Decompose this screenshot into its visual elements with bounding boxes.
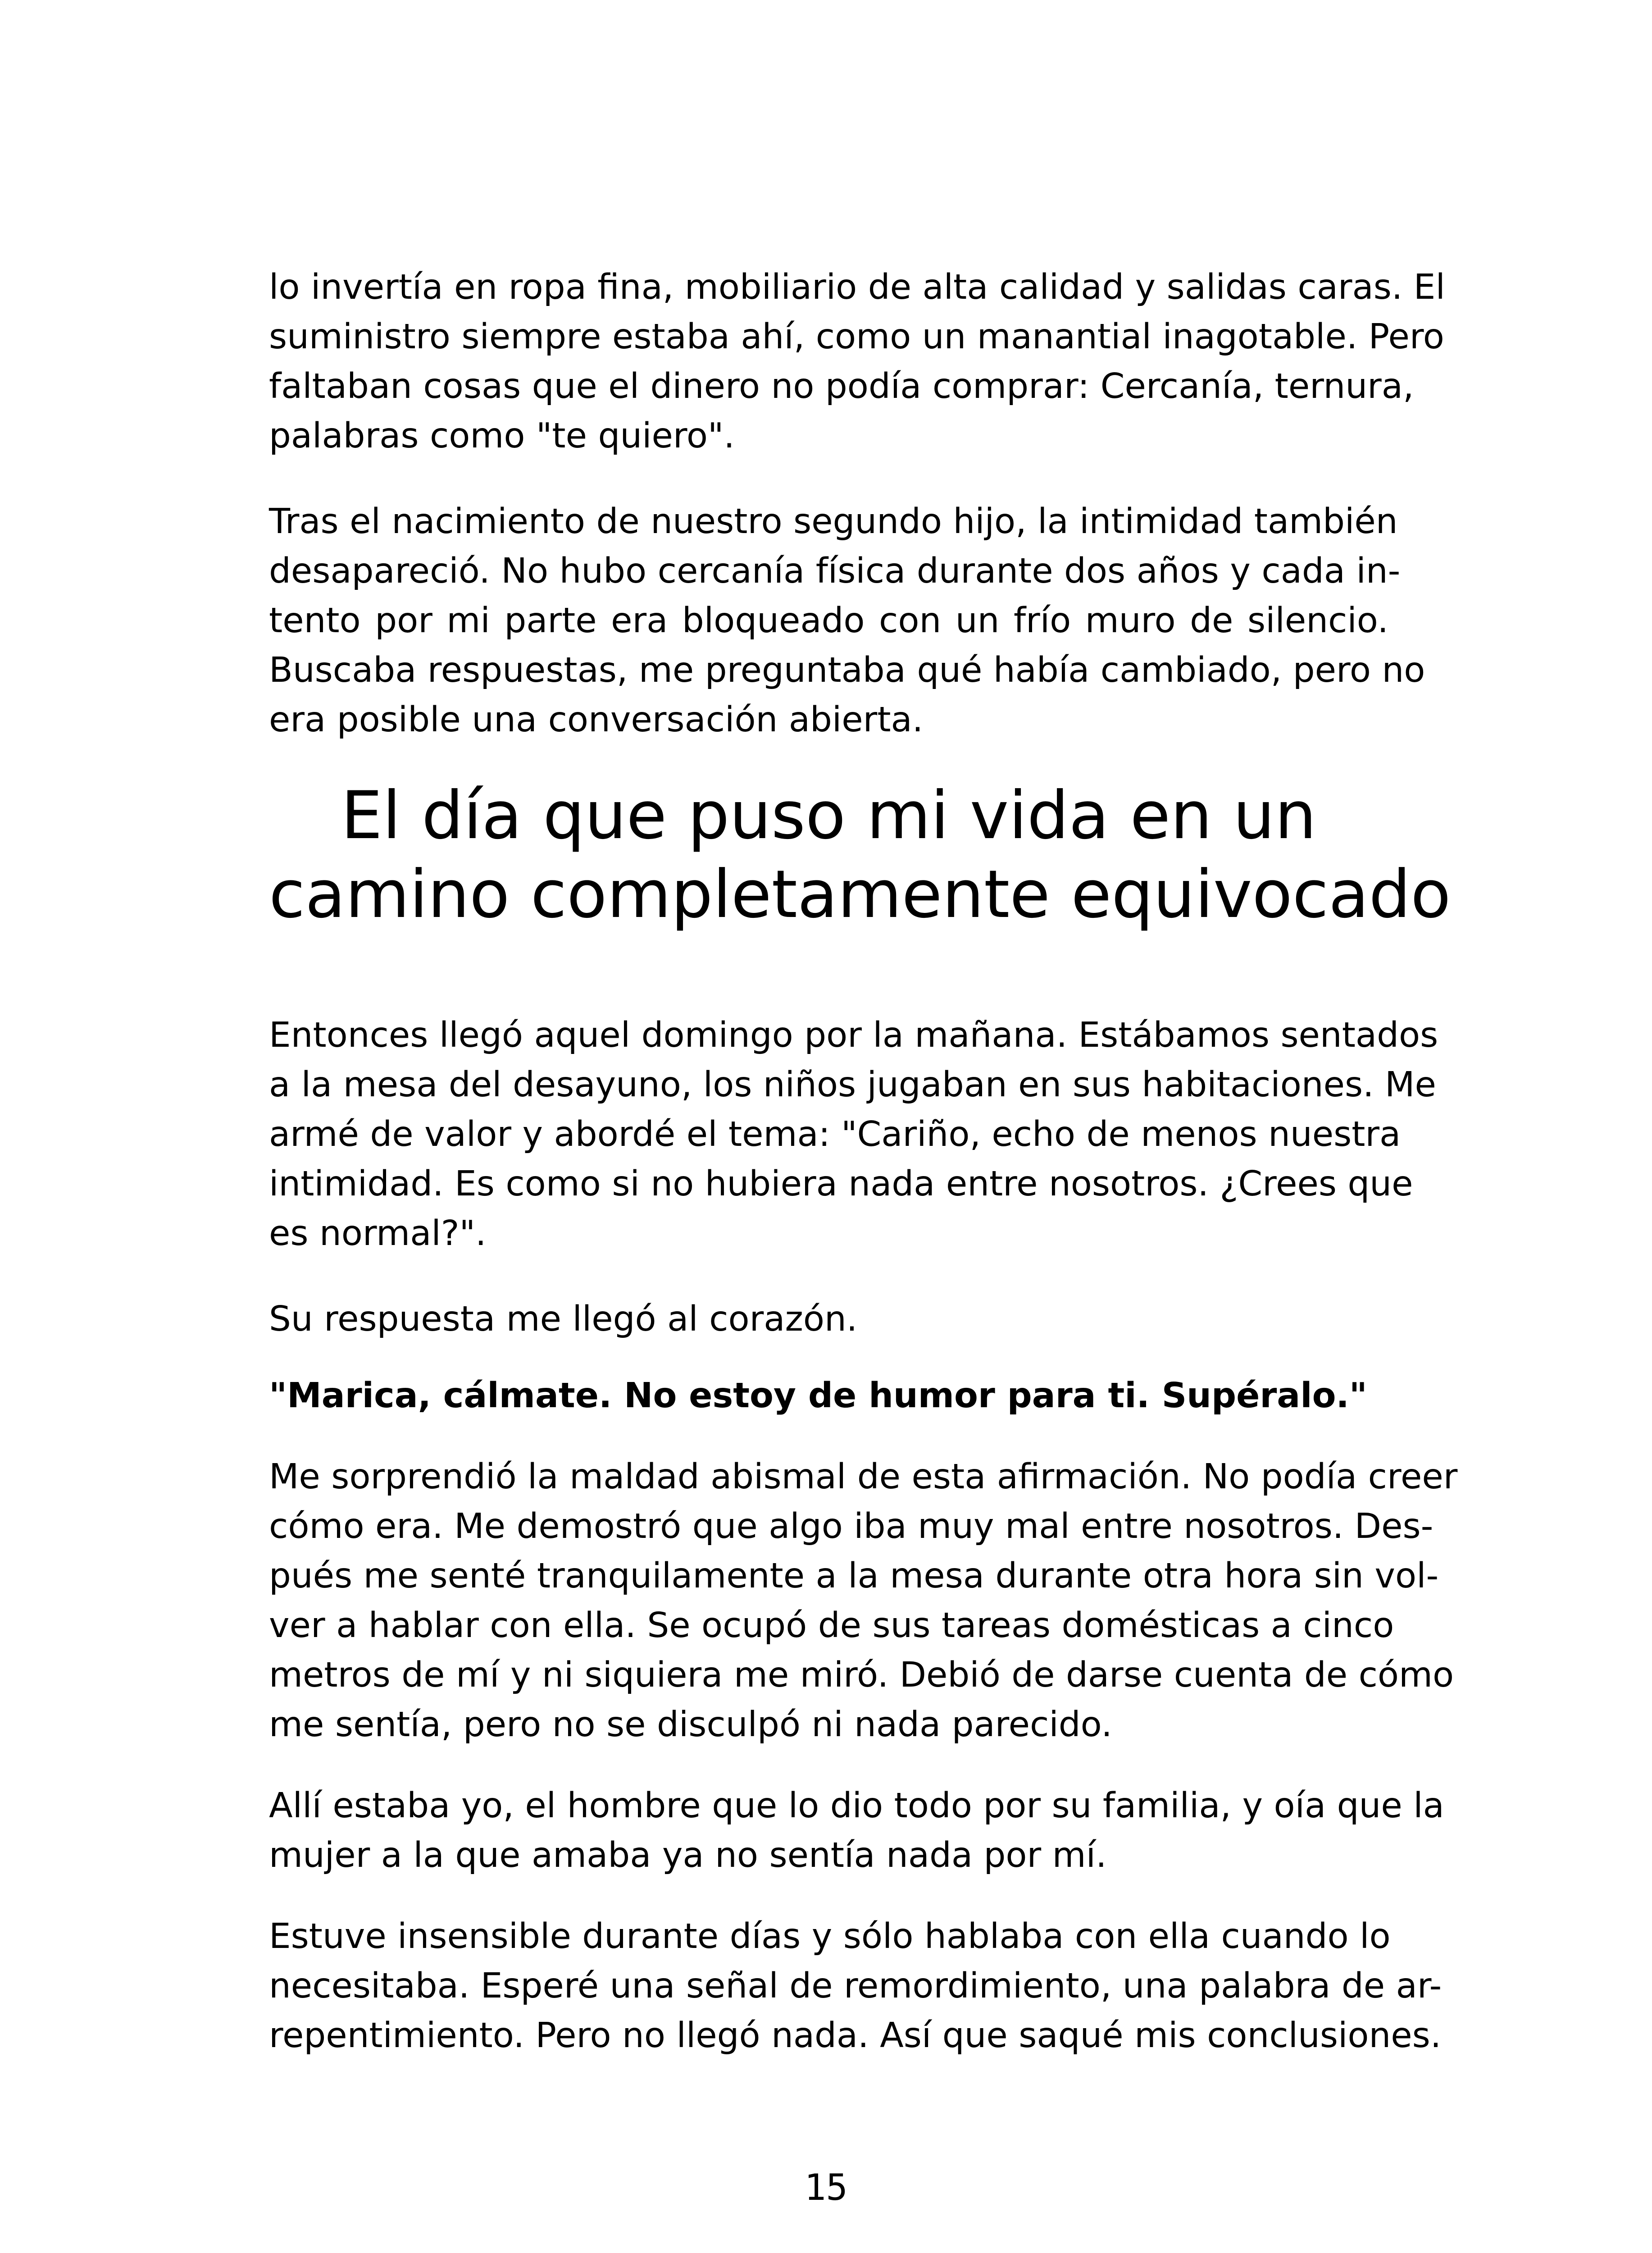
paragraph-line: es normal?". <box>269 1213 487 1254</box>
quote-paragraph <box>269 1371 1388 1421</box>
heading-line: camino completamente equivocado <box>269 856 1451 933</box>
quote-line: "Marica, cálmate. No estoy de humor para ti. Supéralo." <box>269 1376 1367 1416</box>
paragraph-line: palabras como "te quiero". <box>269 416 735 456</box>
paragraph-7 <box>269 1912 1442 2061</box>
paragraph-1 <box>269 263 1445 461</box>
paragraph-line: lo invertía en ropa fina, mobiliario de alta calidad y salidas caras. El <box>269 267 1445 307</box>
paragraph-line: Me sorprendió la maldad abismal de esta afirmación. No podía creer <box>269 1457 1458 1497</box>
page-number: 15 <box>804 2166 848 2208</box>
section-heading <box>269 776 1451 934</box>
paragraph-3 <box>269 1011 1438 1259</box>
paragraph-line: desapareció. No hubo cercanía física durante dos años y cada in- <box>269 551 1401 591</box>
paragraph-4 <box>269 1295 1388 1344</box>
paragraph-line: armé de valor y abordé el tema: "Cariño, echo de menos nuestra <box>269 1114 1401 1154</box>
paragraph-line: repentimiento. Pero no llegó nada. Así que saqué mis conclusiones. <box>269 2016 1442 2056</box>
paragraph-line: mujer a la que amaba ya no sentía nada por mí. <box>269 1835 1107 1875</box>
paragraph-2 <box>269 497 1425 745</box>
paragraph-line: tento por mi parte era bloqueado con un frío muro de silencio. <box>269 601 1388 641</box>
paragraph-line: Allí estaba yo, el hombre que lo dio todo por su familia, y oía que la <box>269 1786 1444 1826</box>
paragraph-line: pués me senté tranquilamente a la mesa durante otra hora sin vol- <box>269 1556 1439 1596</box>
paragraph-line: ver a hablar con ella. Se ocupó de sus tareas domésticas a cinco <box>269 1605 1394 1646</box>
paragraph-line: metros de mí y ni siquiera me miró. Debió de darse cuenta de cómo <box>269 1655 1454 1695</box>
paragraph-line: me sentía, pero no se disculpó ni nada parecido. <box>269 1705 1112 1745</box>
paragraph-6 <box>269 1781 1444 1880</box>
heading-line: El día que puso mi vida en un <box>341 777 1317 854</box>
paragraph-line: Entonces llegó aquel domingo por la mañana. Estábamos sentados <box>269 1015 1438 1055</box>
paragraph-line: a la mesa del desayuno, los niños jugaban en sus habitaciones. Me <box>269 1065 1436 1105</box>
paragraph-line: intimidad. Es como si no hubiera nada entre nosotros. ¿Crees que <box>269 1164 1413 1204</box>
paragraph-line: era posible una conversación abierta. <box>269 700 924 740</box>
paragraph-line: necesitaba. Esperé una señal de remordimiento, una palabra de ar- <box>269 1966 1442 2006</box>
paragraph-5 <box>269 1452 1458 1750</box>
paragraph-line: cómo era. Me demostró que algo iba muy mal entre nosotros. Des- <box>269 1506 1434 1546</box>
paragraph-line: Su respuesta me llegó al corazón. <box>269 1299 858 1339</box>
paragraph-line: faltaban cosas que el dinero no podía comprar: Cercanía, ternura, <box>269 366 1414 406</box>
paragraph-line: Estuve insensible durante días y sólo hablaba con ella cuando lo <box>269 1916 1391 1957</box>
paragraph-line: Buscaba respuestas, me preguntaba qué había cambiado, pero no <box>269 650 1425 690</box>
paragraph-line: suministro siempre estaba ahí, como un manantial inagotable. Pero <box>269 317 1444 357</box>
paragraph-line: Tras el nacimiento de nuestro segundo hijo, la intimidad también <box>269 502 1398 542</box>
